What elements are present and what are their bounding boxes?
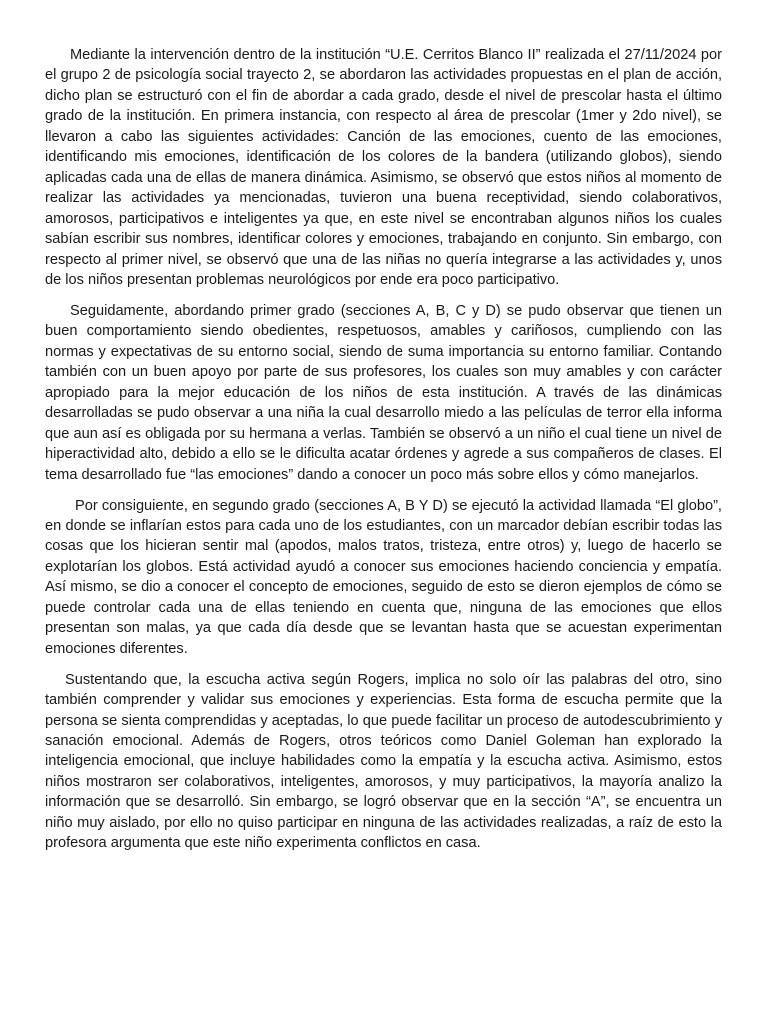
paragraph-first-grade: Seguidamente, abordando primer grado (secciones A, B, C y D) se pudo observar que tienen un buen comportamiento siendo obedientes, respetuosos, amables y cariñosos, cumpliendo con las normas y expectativas de su entorno social, siendo de suma importancia su entorno familiar. Contando también con un buen apoyo por parte de sus profesores, los cuales son muy amables y con carácter apropiado para la mejor educación de los niños de esta institución. A través de las dinámicas desarrolladas se pudo observar a una niña la cual desarrollo miedo a las películas de terror ella informa que aun así es obligada por su hermana a verlas. También se observó a un niño el cual tiene un nivel de hiperactividad alto, debido a ello se le dificulta acatar órdenes y agrede a sus compañeros de clases. El tema desarrollado fue “las emociones” dando a conocer un poco más sobre ellos y cómo manejarlos. xyxy=(45,302,722,483)
paragraph-second-grade: Por consiguiente, en segundo grado (secciones A, B Y D) se ejecutó la actividad llamada “El globo”, en donde se inflarían estos para cada uno de los estudiantes, con un marcador debían escribir todas las cosas que los hicieran sentir mal (apodos, malos tratos, tristeza, entre otros) y, luego de hacerlo se explotarían los globos. Está actividad ayudó a conocer sus emociones haciendo conciencia y empatía. Así mismo, se dio a conocer el concepto de emociones, seguido de esto se dieron ejemplos de cómo se puede controlar cada una de ellas teniendo en cuenta que, ninguna de las emociones que ellos presentan son malas, ya que cada día desde que se levantan hasta que se acuestan experimentan emociones diferentes. xyxy=(45,497,722,657)
paragraph-preschool-activities: Mediante la intervención dentro de la institución “U.E. Cerritos Blanco II” realizada el 27/11/2024 por el grupo 2 de psicología social trayecto 2, se abordaron las actividades propuestas en el plan de acción, dicho plan se estructuró con el fin de abordar a cada grado, desde el nivel de prescolar hasta el último grado de la institución. En primera instancia, con respecto al área de prescolar (1mer y 2do nivel), se llevaron a cabo las siguientes actividades: Canción de las emociones, cuento de las emociones, identificando mis emociones, identificación de los colores de la bandera (utilizando globos), siendo aplicadas cada una de ellas de manera dinámica. Asimismo, se observó que estos niños al momento de realizar las actividades ya mencionadas, tuvieron una buena receptividad, siendo colaborativos, amorosos, participativos e inteligentes ya que, en este nivel se encontraban algunos niños los cuales sabían escribir sus nombres, identificar colores y emociones, trabajando en conjunto. Sin embargo, con respecto al primer nivel, se observó que una de las niñas no quería integrarse a las actividades y, unos de los niños presentan problemas neurológicos por ende era poco participativo. xyxy=(45,47,722,288)
document-page xyxy=(45,45,722,864)
paragraph-active-listening: Sustentando que, la escucha activa según Rogers, implica no solo oír las palabras del otro, sino también comprender y validar sus emociones y experiencias. Esta forma de escucha permite que la persona se sienta comprendidas y aceptadas, lo que puede facilitar un proceso de autodescubrimiento y sanación emocional. Además de Rogers, otros teóricos como Daniel Goleman han explorado la inteligencia emocional, que incluye habilidades como la empatía y la escucha activa. Asimismo, estos niños mostraron ser colaborativos, inteligentes, amorosos, y muy participativos, la mayoría analizo la información que se desarrolló. Sin embargo, se logró observar que en la sección “A”, se encuentra un niño muy aislado, por ello no quiso participar en ninguna de las actividades realizadas, a raíz de esto la profesora argumenta que este niño experimenta conflictos en casa. xyxy=(45,671,722,852)
